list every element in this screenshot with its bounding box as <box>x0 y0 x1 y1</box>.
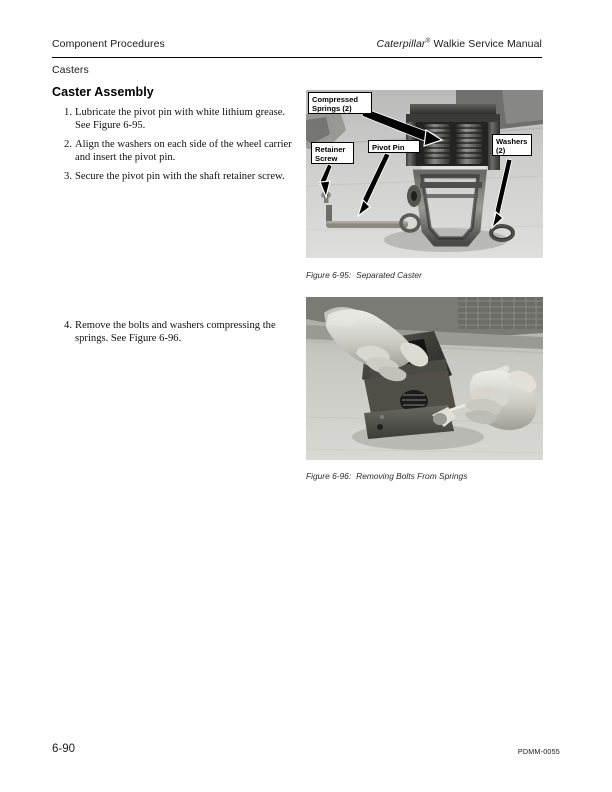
figure-6-96 <box>306 297 543 460</box>
callout-pivot-pin: Pivot Pin <box>368 140 420 153</box>
section-label: Casters <box>52 64 89 76</box>
figure-6-95-photo <box>306 90 543 258</box>
page-header <box>52 38 542 56</box>
callout-washers: Washers (2) <box>492 134 532 156</box>
footer-page-number: 6-90 <box>52 743 76 755</box>
page-title: Caster Assembly <box>52 85 154 99</box>
callout-retainer-screw: Retainer Screw <box>311 142 354 164</box>
step-number: 3. <box>64 171 72 183</box>
list-item <box>58 107 298 132</box>
figure-6-96-caption <box>306 471 467 481</box>
figure-6-95-caption-text: Separated Caster <box>356 270 422 280</box>
list-item <box>58 320 300 345</box>
step-text: Remove the bolts and washers compressing the springs. See Figure 6-96. <box>75 320 276 344</box>
registered-mark-icon: ® <box>425 37 431 45</box>
footer-document-code: PDMM-0055 <box>517 747 560 756</box>
header-manual-title <box>377 38 542 50</box>
figure-6-95 <box>306 90 543 258</box>
step-text: Lubricate the pivot pin with white lithium grease. See Figure 6-95. <box>75 107 286 131</box>
step-number: 4. <box>64 320 72 331</box>
figure-6-96-photo <box>306 297 543 460</box>
header-section-name: Component Procedures <box>52 38 165 50</box>
header-divider <box>52 57 542 58</box>
list-item <box>58 139 298 164</box>
figure-6-96-caption-text: Removing Bolts From Springs <box>356 471 468 481</box>
figure-6-96-caption-label: Figure 6-96: <box>306 471 352 481</box>
right-hand-graphic <box>465 370 536 430</box>
removing-bolts-illustration <box>306 297 543 460</box>
brand-name: Caterpillar <box>376 38 426 50</box>
figure-6-95-caption <box>306 270 422 280</box>
step-text: Align the washers on each side of the wheel carrier and insert the pivot pin. <box>75 139 292 163</box>
list-item <box>58 171 298 184</box>
separated-caster-illustration <box>306 90 543 258</box>
procedure-step-list-continued <box>58 320 300 352</box>
procedure-step-list <box>58 107 298 191</box>
step-text: Secure the pivot pin with the shaft retainer screw. <box>75 171 285 183</box>
figure-6-95-caption-label: Figure 6-95: <box>306 270 352 280</box>
callout-compressed-springs: Compressed Springs (2) <box>308 92 372 114</box>
step-number: 1. <box>64 107 72 118</box>
header-manual-suffix: Walkie Service Manual <box>430 38 542 50</box>
step-number: 2. <box>64 139 72 151</box>
